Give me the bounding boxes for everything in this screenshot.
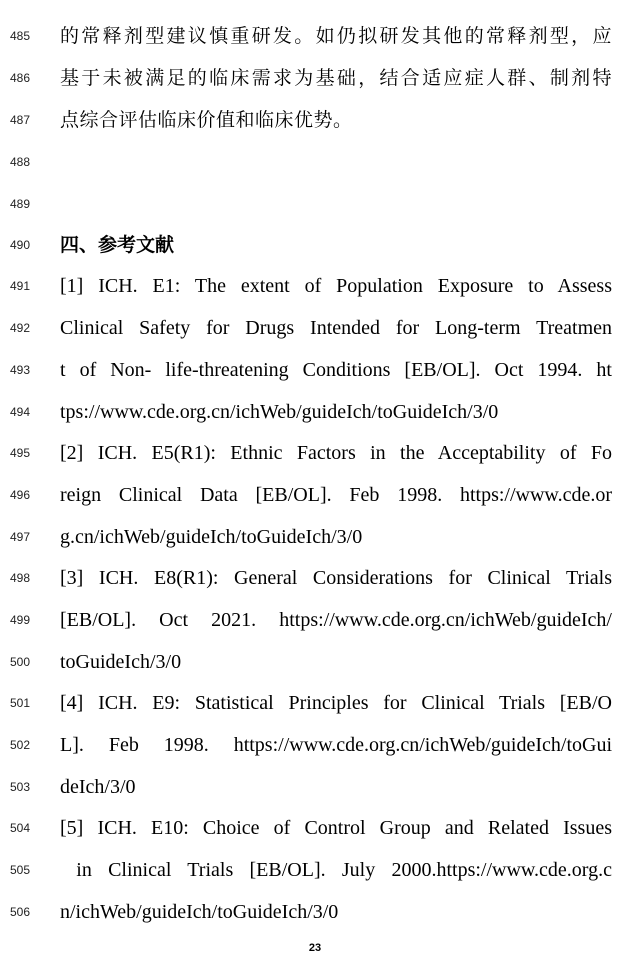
document-line <box>0 230 630 260</box>
line-number: 499 <box>10 613 31 627</box>
document-line <box>0 480 630 510</box>
reference-text: toGuideIch/3/0 <box>60 651 182 673</box>
document-line <box>0 189 630 219</box>
document-line <box>0 63 630 93</box>
line-number: 506 <box>10 905 31 919</box>
reference-text: [3] ICH. E8(R1): General Considerations for Clinical Trials <box>60 567 612 589</box>
document-line <box>0 355 630 385</box>
line-number: 493 <box>10 363 31 377</box>
line-text: 点综合评估临床价值和临床优势。 <box>60 109 353 131</box>
section-heading: 四、参考文献 <box>60 234 175 256</box>
document-line <box>0 688 630 718</box>
line-number: 501 <box>10 696 31 710</box>
document-line <box>0 855 630 885</box>
reference-text: [5] ICH. E10: Choice of Control Group and Related Issues <box>60 817 612 839</box>
reference-text: tps://www.cde.org.cn/ichWeb/guideIch/toGuideIch/3/0 <box>60 401 499 423</box>
reference-text: in Clinical Trials [EB/OL]. July 2000.https://www.cde.org.c <box>60 859 612 881</box>
line-number: 490 <box>10 238 31 252</box>
line-number: 498 <box>10 571 31 585</box>
line-text: 基于未被满足的临床需求为基础，结合适应症人群、制剂特 <box>60 67 612 89</box>
document-line <box>0 21 630 51</box>
document-line <box>0 563 630 593</box>
line-number: 485 <box>10 29 31 43</box>
document-line <box>0 147 630 177</box>
line-number: 496 <box>10 488 31 502</box>
line-number: 505 <box>10 863 31 877</box>
reference-text: [1] ICH. E1: The extent of Population Exposure to Assess <box>60 275 612 297</box>
page-number: 23 <box>308 942 322 954</box>
line-number: 488 <box>10 155 31 169</box>
reference-text: t of Non- life-threatening Conditions [EB/OL]. Oct 1994. ht <box>60 359 612 381</box>
line-number: 492 <box>10 321 31 335</box>
document-line <box>0 647 630 677</box>
document-line <box>0 105 630 135</box>
line-number: 491 <box>10 279 31 293</box>
line-text: 的常释剂型建议慎重研发。如仍拟研发其他的常释剂型，应 <box>60 25 612 47</box>
reference-text: reign Clinical Data [EB/OL]. Feb 1998. https://www.cde.or <box>60 484 612 506</box>
reference-text: n/ichWeb/guideIch/toGuideIch/3/0 <box>60 901 339 923</box>
document-line <box>0 313 630 343</box>
reference-text: g.cn/ichWeb/guideIch/toGuideIch/3/0 <box>60 526 363 548</box>
document-line <box>0 438 630 468</box>
line-number: 502 <box>10 738 31 752</box>
reference-text: deIch/3/0 <box>60 776 136 798</box>
line-number: 495 <box>10 446 31 460</box>
document-line <box>0 522 630 552</box>
line-number: 494 <box>10 405 31 419</box>
document-line <box>0 813 630 843</box>
document-line <box>0 730 630 760</box>
reference-text: [2] ICH. E5(R1): Ethnic Factors in the Acceptability of Fo <box>60 442 612 464</box>
document-line <box>0 897 630 927</box>
document-line <box>0 605 630 635</box>
line-number: 487 <box>10 113 31 127</box>
line-number: 497 <box>10 530 31 544</box>
line-number: 486 <box>10 71 31 85</box>
document-line <box>0 772 630 802</box>
line-number: 503 <box>10 780 31 794</box>
reference-text: [EB/OL]. Oct 2021. https://www.cde.org.cn/ichWeb/guideIch/ <box>60 609 612 631</box>
line-number: 504 <box>10 821 31 835</box>
reference-text: [4] ICH. E9: Statistical Principles for Clinical Trials [EB/O <box>60 692 612 714</box>
line-number: 500 <box>10 655 31 669</box>
line-number: 489 <box>10 197 31 211</box>
reference-text: Clinical Safety for Drugs Intended for Long-term Treatmen <box>60 317 612 339</box>
document-line <box>0 271 630 301</box>
reference-text: L]. Feb 1998. https://www.cde.org.cn/ichWeb/guideIch/toGui <box>60 734 612 756</box>
document-line <box>0 397 630 427</box>
